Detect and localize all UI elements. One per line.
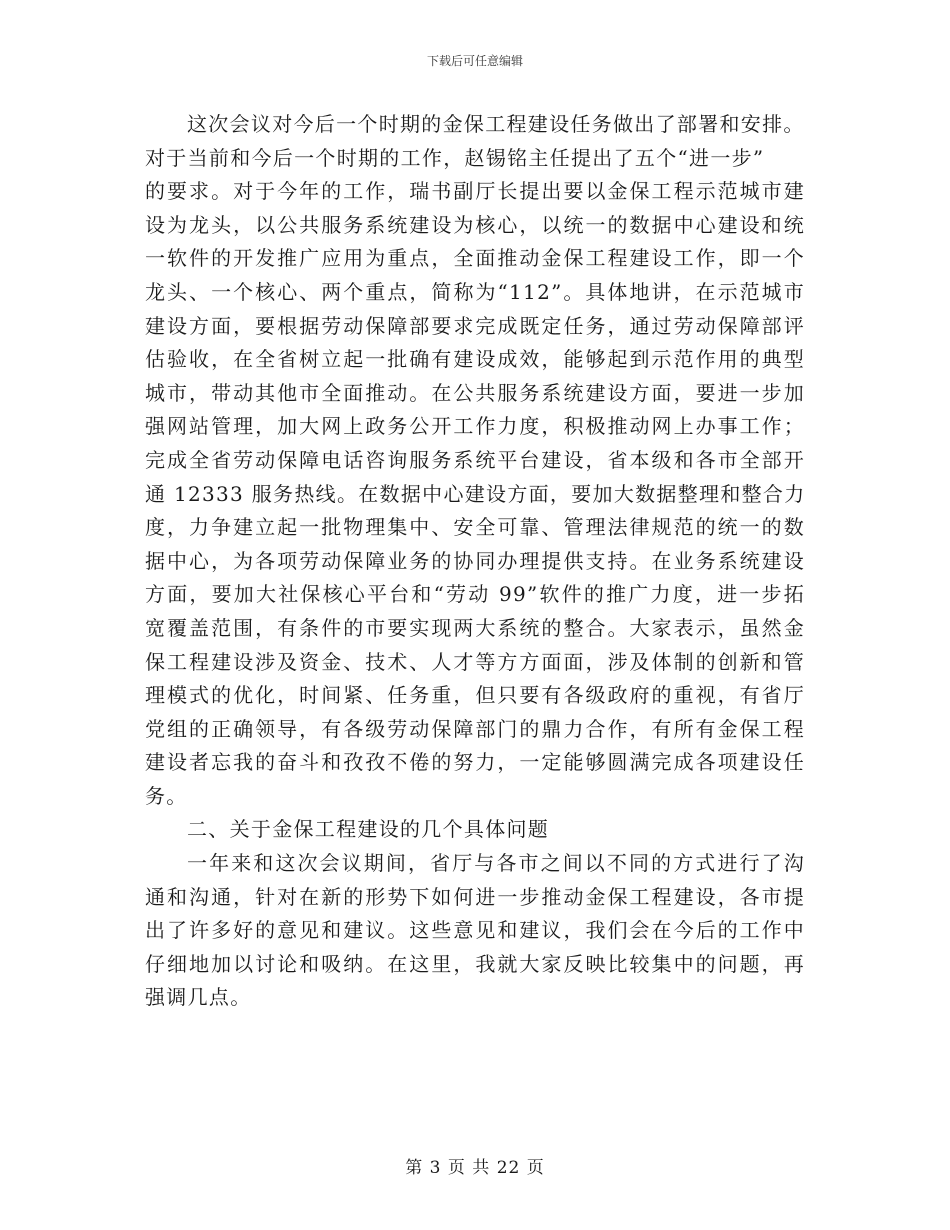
text-line: 的要求。对于今年的工作，瑞书副厅长提出要以金保工程示范城市建 <box>145 179 805 204</box>
text-line: 保工程建设涉及资金、技术、人才等方方面面，涉及体制的创新和管 <box>145 649 805 674</box>
text-line: 一软件的开发推广应用为重点，全面推动金保工程建设工作，即一个 <box>145 246 805 271</box>
text-line: 一年来和这次会议期间，省厅与各市之间以不同的方式进行了沟 <box>187 851 805 876</box>
text-line: 宽覆盖范围，有条件的市要实现两大系统的整合。大家表示，虽然金 <box>145 615 805 640</box>
text-line: 党组的正确领导，有各级劳动保障部门的鼎力合作，有所有金保工程 <box>145 716 805 741</box>
text-line: 仔细地加以讨论和吸纳。在这里，我就大家反映比较集中的问题，再 <box>145 951 805 976</box>
text-line: 通和沟通，针对在新的形势下如何进一步推动金保工程建设，各市提 <box>145 884 805 909</box>
text-line: 建设方面，要根据劳动保障部要求完成既定任务，通过劳动保障部评 <box>145 313 805 338</box>
page-footer: 第 3 页 共 22 页 <box>405 1158 545 1178</box>
text-line: 强调几点。 <box>145 985 252 1010</box>
text-line: 对于当前和今后一个时期的工作，赵锡铭主任提出了五个“进一步” <box>145 145 765 170</box>
text-line: 龙头、一个核心、两个重点，简称为“112”。具体地讲，在示范城市 <box>145 279 805 304</box>
text-line: 方面，要加大社保核心平台和“劳动 99”软件的推广力度，进一步拓 <box>145 582 805 607</box>
text-line: 度，力争建立起一批物理集中、安全可靠、管理法律规范的统一的数 <box>145 515 805 540</box>
text-line: 估验收，在全省树立起一批确有建设成效，能够起到示范作用的典型 <box>145 347 805 372</box>
text-line: 理模式的优化，时间紧、任务重，但只要有各级政府的重视，有省厅 <box>145 683 805 708</box>
text-line: 强网站管理，加大网上政务公开工作力度，积极推动网上办事工作； <box>145 414 805 439</box>
document-body <box>145 108 805 1015</box>
text-line: 出了许多好的意见和建议。这些意见和建议，我们会在今后的工作中 <box>145 918 805 943</box>
text-line: 二、关于金保工程建设的几个具体问题 <box>187 817 550 842</box>
text-line: 通 12333 服务热线。在数据中心建设方面，要加大数据整理和整合力 <box>145 481 806 506</box>
text-line: 建设者忘我的奋斗和孜孜不倦的努力，一定能够圆满完成各项建设任 <box>145 750 805 775</box>
text-line: 据中心，为各项劳动保障业务的协同办理提供支持。在业务系统建设 <box>145 548 805 573</box>
text-line: 这次会议对今后一个时期的金保工程建设任务做出了部署和安排。 <box>187 112 805 136</box>
text-line: 务。 <box>145 783 188 808</box>
text-line: 设为龙头，以公共服务系统建设为核心，以统一的数据中心建设和统 <box>145 212 805 237</box>
text-line: 城市，带动其他市全面推动。在公共服务系统建设方面，要进一步加 <box>145 380 805 405</box>
text-line: 完成全省劳动保障电话咨询服务系统平台建设，省本级和各市全部开 <box>145 447 805 472</box>
page-header: 下载后可任意编辑 <box>426 54 523 68</box>
